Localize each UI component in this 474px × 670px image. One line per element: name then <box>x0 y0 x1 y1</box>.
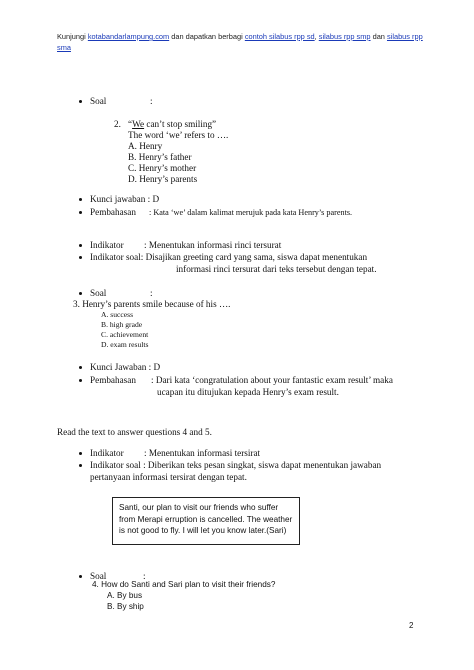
bullet <box>79 256 82 259</box>
bullet <box>79 379 82 382</box>
link-silabus-sd[interactable]: contoh silabus rpp sd <box>244 32 315 41</box>
bullet <box>79 452 82 455</box>
option-a: A. Henry <box>128 141 163 151</box>
option-b: B. high grade <box>101 320 143 329</box>
pembahasan-line1: : Dari kata ‘congratulation about your fantastic exam result’ maka <box>151 375 393 385</box>
soal-colon: : <box>143 571 146 581</box>
question-subtext: The word ‘we’ refers to …. <box>128 130 229 140</box>
page-header <box>57 31 427 53</box>
link-kotabandarlampung[interactable]: kotabandarlampung.com <box>87 32 170 41</box>
indikator-soal-line2: informasi rinci tersurat dari teks tersebut dengan tepat. <box>176 264 377 274</box>
header-text-3: , <box>314 32 319 41</box>
header-text-4: dan <box>370 32 387 41</box>
indikator-soal-line1: Indikator soal : Diberikan teks pesan singkat, siswa dapat menentukan jawaban <box>90 460 382 470</box>
question-text: “We can’t stop smiling” <box>128 119 217 129</box>
question-text: 3. Henry’s parents smile because of his …. <box>73 299 231 309</box>
link-silabus-smp[interactable]: silabus rpp smp <box>318 32 371 41</box>
indikator-soal-line2: pertanyaan informasi tersirat dengan tepat. <box>90 472 247 482</box>
page-number: 2 <box>409 621 414 630</box>
bullet <box>79 244 82 247</box>
option-a: A. success <box>101 310 134 319</box>
option-b: B. Henry’s father <box>128 152 192 162</box>
link-silabus-sma[interactable]: silabus rpp sma <box>57 32 423 52</box>
question-number: 2. <box>114 119 121 129</box>
option-d: D. Henry’s parents <box>128 174 198 184</box>
soal-label: Soal <box>90 288 107 298</box>
bullet <box>79 575 82 578</box>
indikator-text: : Menentukan informasi rinci tersurat <box>144 240 282 250</box>
soal-label: Soal <box>90 571 107 581</box>
option-c: C. achievement <box>101 330 149 339</box>
option-c: C. Henry’s mother <box>128 163 197 173</box>
header-text-1: Kunjungi <box>57 32 88 41</box>
option-b: B. By ship <box>107 602 144 611</box>
soal-colon: : <box>150 288 153 298</box>
indikator-label: Indikator <box>90 448 124 458</box>
bullet <box>79 100 82 103</box>
header-text-2: dan dapatkan berbagi <box>169 32 245 41</box>
indikator-label: Indikator <box>90 240 124 250</box>
bullet <box>79 366 82 369</box>
pembahasan-label: Pembahasan <box>90 375 136 385</box>
kunci-jawaban: Kunci jawaban : D <box>90 194 160 204</box>
pembahasan-label: Pembahasan <box>90 207 136 217</box>
option-d: D. exam results <box>101 340 149 349</box>
short-message-box: Santi, our plan to visit our friends who suffer from Merapi erruption is cancelled. The weather is not good to fly. I will let you know later.(Sari) <box>112 497 300 545</box>
bullet <box>79 464 82 467</box>
indikator-text: : Menentukan informasi tersirat <box>144 448 261 458</box>
pembahasan-line2: ucapan itu ditujukan kepada Henry’s exam result. <box>157 387 339 397</box>
soal-colon: : <box>150 96 153 106</box>
bullet <box>79 211 82 214</box>
question-text: 4. How do Santi and Sari plan to visit their friends? <box>92 580 276 589</box>
bullet <box>79 198 82 201</box>
option-a: A. By bus <box>107 591 143 600</box>
kunci-jawaban: Kunci Jawaban : D <box>90 362 161 372</box>
read-text-instruction: Read the text to answer questions 4 and 5. <box>57 427 212 437</box>
bullet <box>79 292 82 295</box>
soal-label: Soal <box>90 96 107 106</box>
pembahasan-text: : Kata ‘we’ dalam kalimat merujuk pada kata Henry’s parents. <box>149 208 353 217</box>
indikator-soal-line1: Indikator soal: Disajikan greeting card yang sama, siswa dapat menentukan <box>90 252 368 262</box>
